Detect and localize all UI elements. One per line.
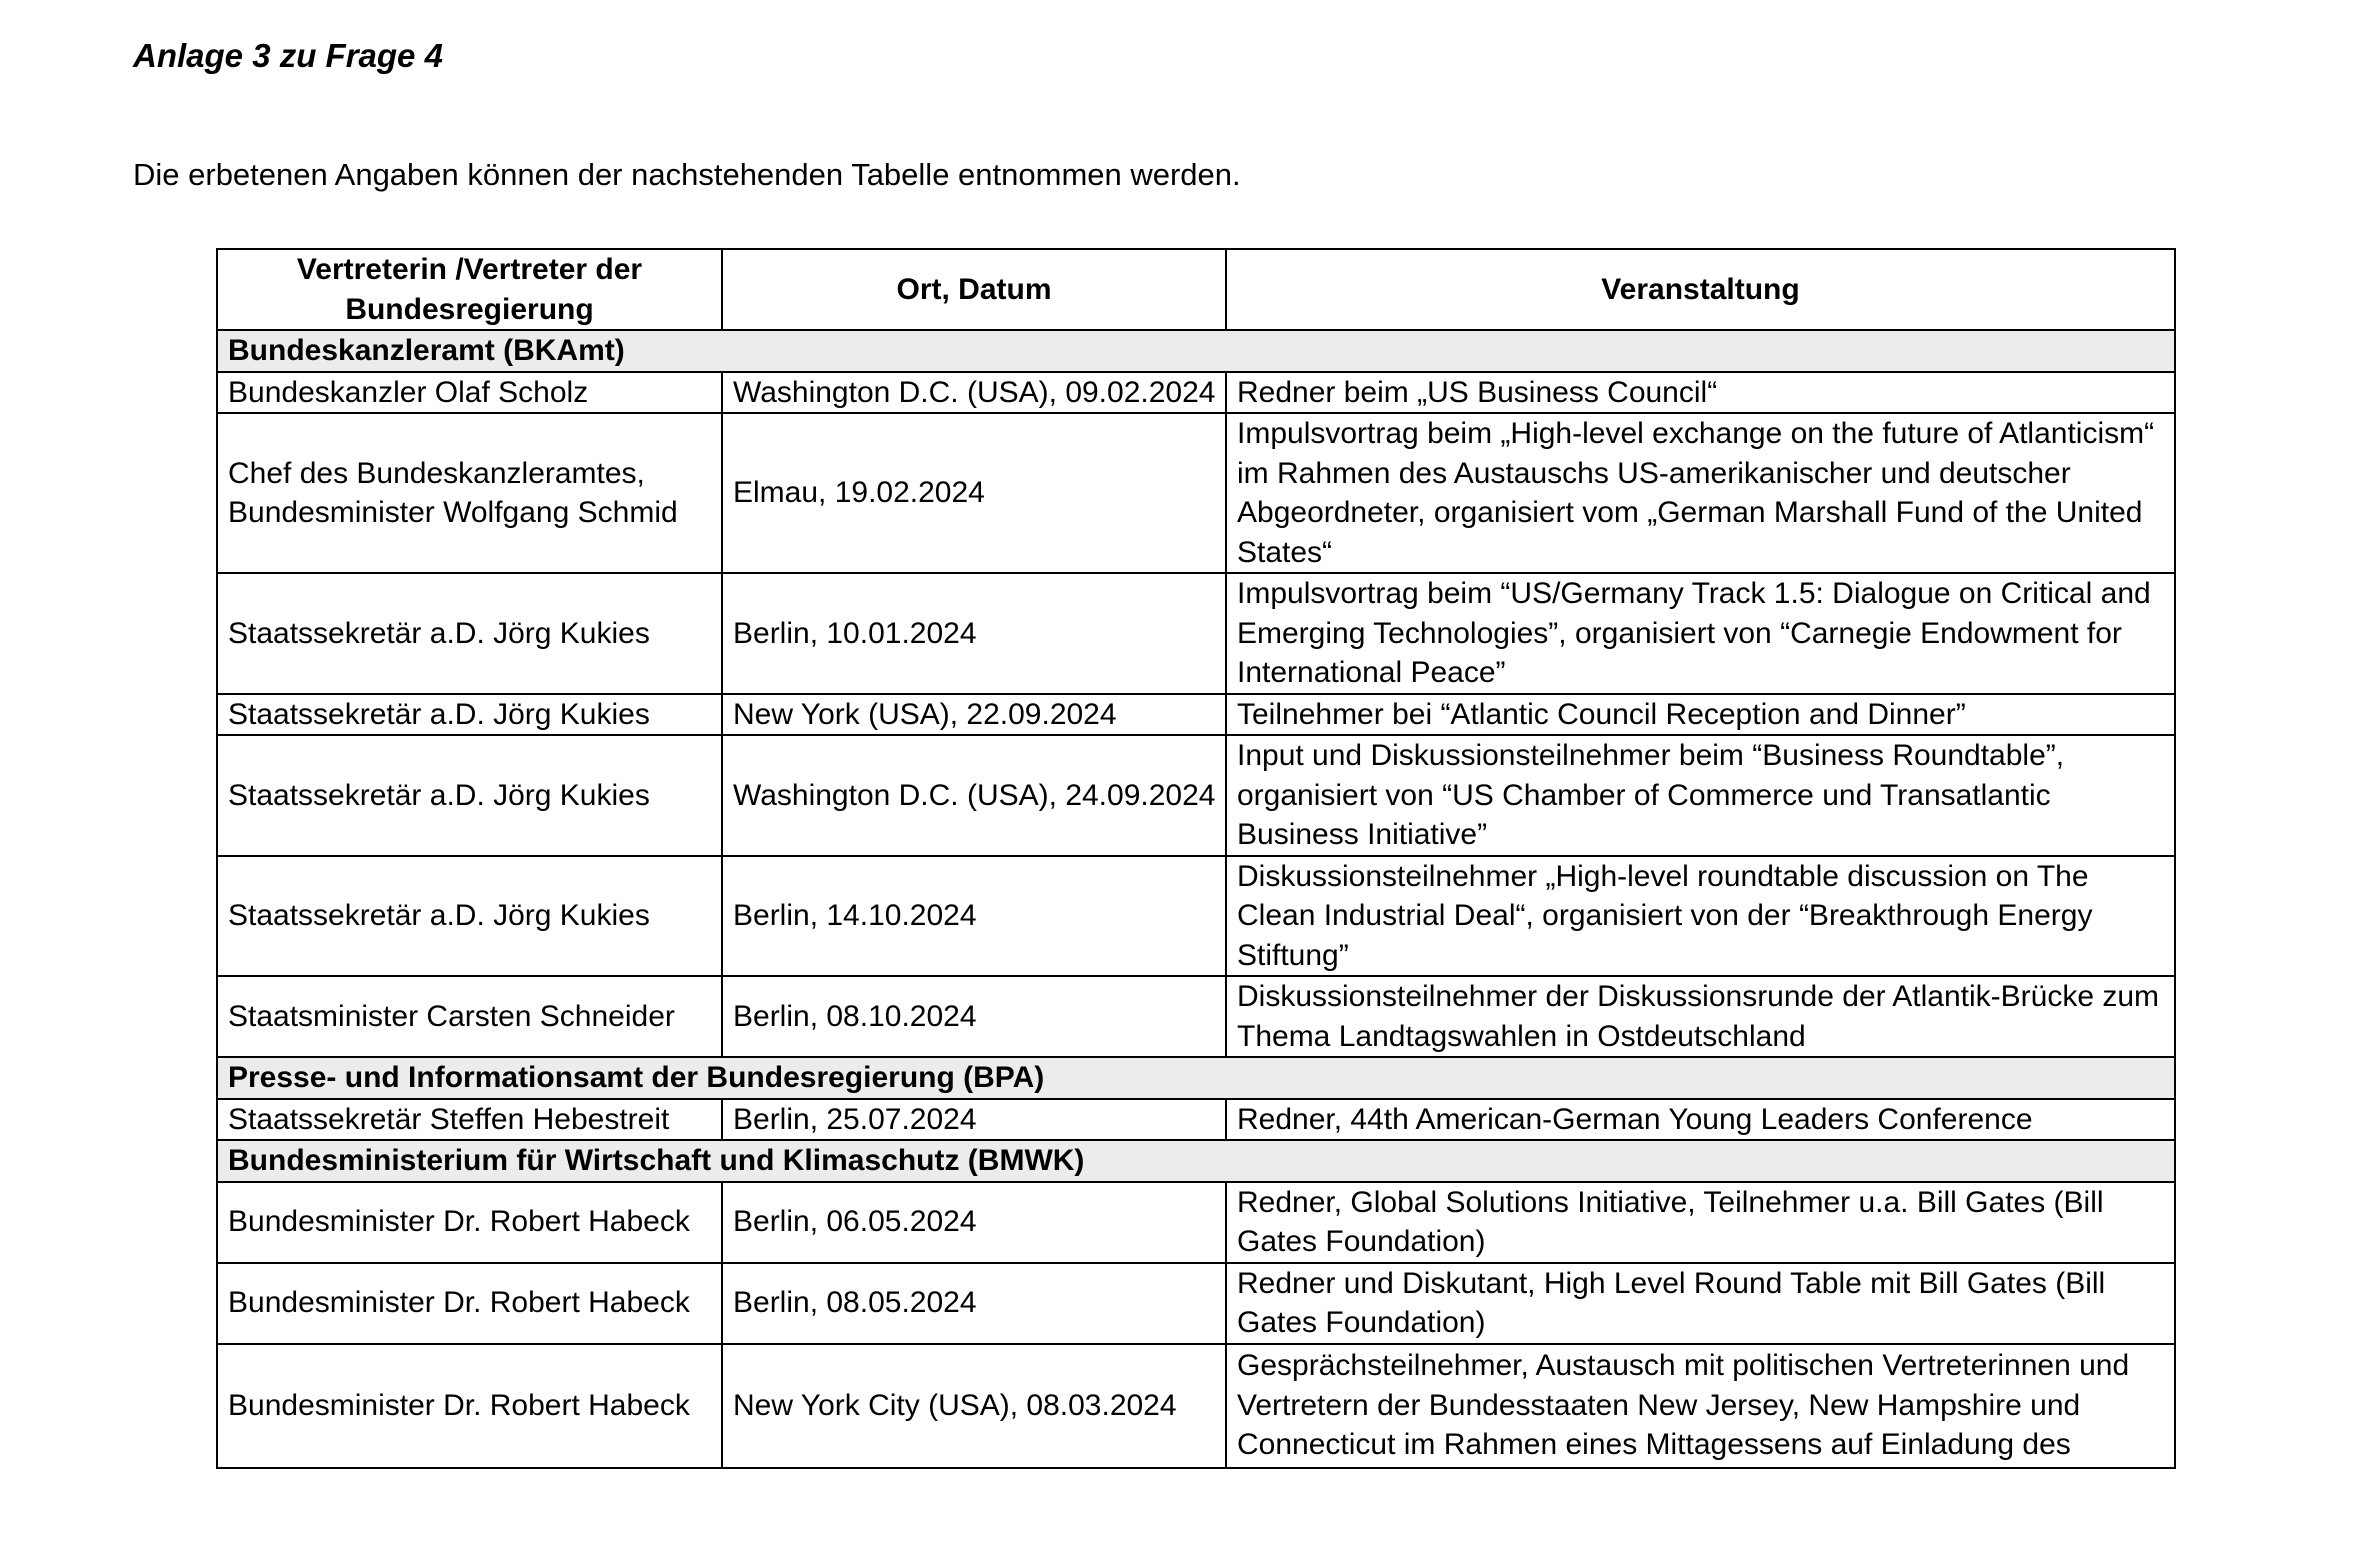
section-header-row [217, 1057, 2175, 1099]
cell-person: Staatssekretär a.D. Jörg Kukies [217, 573, 722, 694]
cell-place-date: Berlin, 08.05.2024 [722, 1263, 1226, 1344]
cell-place-date: Washington D.C. (USA), 09.02.2024 [722, 372, 1226, 414]
cell-place-date: Washington D.C. (USA), 24.09.2024 [722, 735, 1226, 856]
cell-event: Impulsvortrag beim “US/Germany Track 1.5: Dialogue on Critical and Emerging Technologies”, organisiert von “Carnegie Endowment for International Peace” [1226, 573, 2175, 694]
column-header-representative: Vertreterin /Vertreter der Bundesregierung [217, 249, 722, 330]
cell-event: Impulsvortrag beim „High-level exchange on the future of Atlanticism“ im Rahmen des Austauschs US-amerikanischer und deutscher Abgeordneter, organisiert vom „German Marshall Fund of the United States“ [1226, 413, 2175, 573]
cell-event: Gesprächsteilnehmer, Austausch mit politischen Vertreterinnen und Vertretern der Bundesstaaten New Jersey, New Hampshire und Connecticut im Rahmen eines Mittagessens auf Einladung des [1226, 1344, 2175, 1468]
table-row [217, 413, 2175, 573]
column-header-event: Veranstaltung [1226, 249, 2175, 330]
cell-event: Input und Diskussionsteilnehmer beim “Business Roundtable”, organisiert von “US Chamber of Commerce und Transatlantic Business Initiative” [1226, 735, 2175, 856]
cell-person: Staatsminister Carsten Schneider [217, 976, 722, 1057]
table-row [217, 1182, 2175, 1263]
cell-place-date: New York (USA), 22.09.2024 [722, 694, 1226, 736]
cell-event: Diskussionsteilnehmer „High-level roundtable discussion on The Clean Industrial Deal“, organisiert von der “Breakthrough Energy Stiftung” [1226, 856, 2175, 977]
table-row [217, 372, 2175, 414]
section-bmwk [217, 1140, 2175, 1468]
table-row [217, 694, 2175, 736]
cell-place-date: Berlin, 25.07.2024 [722, 1099, 1226, 1141]
cell-person: Staatssekretär a.D. Jörg Kukies [217, 694, 722, 736]
cell-person: Bundeskanzler Olaf Scholz [217, 372, 722, 414]
cell-event: Redner beim „US Business Council“ [1226, 372, 2175, 414]
table-row [217, 573, 2175, 694]
section-bpa [217, 1057, 2175, 1140]
cell-person: Bundesminister Dr. Robert Habeck [217, 1263, 722, 1344]
events-table [216, 248, 2176, 1469]
cell-person: Staatssekretär a.D. Jörg Kukies [217, 856, 722, 977]
cell-place-date: Elmau, 19.02.2024 [722, 413, 1226, 573]
section-header-row [217, 1140, 2175, 1182]
section-bkamt [217, 330, 2175, 1057]
document-heading: Anlage 3 zu Frage 4 [133, 37, 443, 74]
table-row [217, 1344, 2175, 1468]
section-title: Bundesministerium für Wirtschaft und Klimaschutz (BMWK) [217, 1140, 2175, 1182]
cell-person: Staatssekretär a.D. Jörg Kukies [217, 735, 722, 856]
section-title: Bundeskanzleramt (BKAmt) [217, 330, 2175, 372]
table-header-row [217, 249, 2175, 330]
cell-place-date: Berlin, 06.05.2024 [722, 1182, 1226, 1263]
cell-event: Redner, Global Solutions Initiative, Teilnehmer u.a. Bill Gates (Bill Gates Foundation) [1226, 1182, 2175, 1263]
cell-event: Redner, 44th American-German Young Leaders Conference [1226, 1099, 2175, 1141]
cell-place-date: New York City (USA), 08.03.2024 [722, 1344, 1226, 1468]
cell-person: Staatssekretär Steffen Hebestreit [217, 1099, 722, 1141]
table-row [217, 976, 2175, 1057]
cell-person: Bundesminister Dr. Robert Habeck [217, 1182, 722, 1263]
intro-paragraph: Die erbetenen Angaben können der nachstehenden Tabelle entnommen werden. [133, 157, 1241, 192]
cell-person: Bundesminister Dr. Robert Habeck [217, 1344, 722, 1468]
section-header-row [217, 330, 2175, 372]
cell-event: Teilnehmer bei “Atlantic Council Reception and Dinner” [1226, 694, 2175, 736]
cell-place-date: Berlin, 08.10.2024 [722, 976, 1226, 1057]
cell-place-date: Berlin, 14.10.2024 [722, 856, 1226, 977]
table-row [217, 735, 2175, 856]
column-header-place-date: Ort, Datum [722, 249, 1226, 330]
section-title: Presse- und Informationsamt der Bundesregierung (BPA) [217, 1057, 2175, 1099]
table-row [217, 856, 2175, 977]
cell-person: Chef des Bundeskanzleramtes, Bundesminister Wolfgang Schmid [217, 413, 722, 573]
cell-place-date: Berlin, 10.01.2024 [722, 573, 1226, 694]
table-row [217, 1263, 2175, 1344]
cell-event: Redner und Diskutant, High Level Round Table mit Bill Gates (Bill Gates Foundation) [1226, 1263, 2175, 1344]
cell-event: Diskussionsteilnehmer der Diskussionsrunde der Atlantik-Brücke zum Thema Landtagswahlen in Ostdeutschland [1226, 976, 2175, 1057]
table-row [217, 1099, 2175, 1141]
